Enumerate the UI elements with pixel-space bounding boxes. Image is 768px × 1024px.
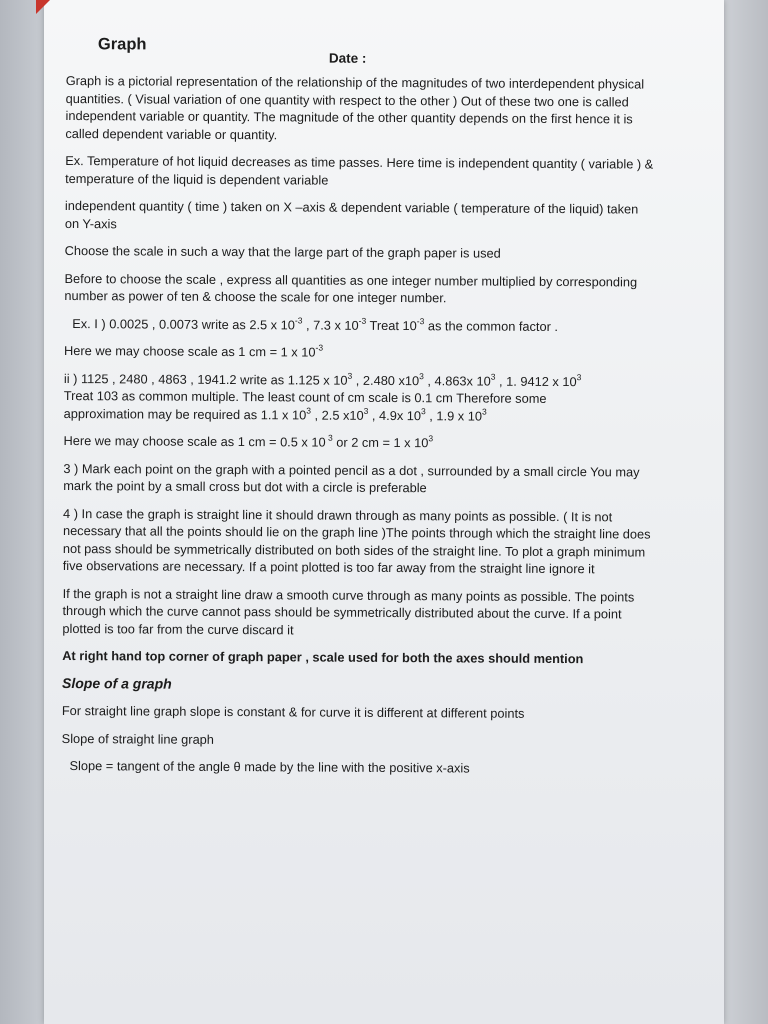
slope-definition-paragraph: Slope = tangent of the angle θ made by the line with the positive x-axis (69, 758, 470, 776)
exponent: 3 (490, 371, 496, 382)
example-two-text: , 2.480 x10 (352, 372, 420, 388)
power-of-ten-paragraph: Before to choose the scale , express all quantities as one integer number multiplied by corresponding number as power of ten & choose the scale for one integer number. (64, 270, 638, 306)
example-one-text: Treat 10 (366, 317, 417, 333)
scale-one-paragraph (64, 342, 654, 363)
example-two-text: Treat 103 as common multiple. The least count of cm scale is 0.1 cm Therefore some (63, 387, 547, 406)
corner-note-paragraph: At right hand top corner of graph paper , scale used for both the axes should mention (62, 647, 584, 667)
page-title: Graph (97, 35, 147, 54)
heading-row (66, 36, 656, 74)
slope-line-paragraph: Slope of straight line graph (61, 730, 215, 747)
document-page (61, 36, 656, 788)
example-two-text: ii ) 1125 , 2480 , 4863 , 1941.2 write as 1.125 x 10 (63, 370, 348, 388)
exponent: 3 (428, 433, 434, 444)
example-two-paragraph (64, 369, 654, 425)
exponent: 3 (306, 404, 312, 416)
axes-paragraph: independent quantity ( time ) taken on X –axis & dependent variable ( temperature of the liquid) taken on Y-axis (64, 197, 639, 231)
example-one-paragraph (64, 314, 654, 335)
background-left (0, 0, 44, 1024)
example-two-text: , 4.863x 10 (423, 372, 491, 389)
exponent: 3 (325, 432, 333, 443)
slope-heading: Slope of a graph (62, 674, 172, 692)
exponent: 3 (421, 405, 426, 416)
exponent: 3 (347, 370, 353, 381)
point-four-paragraph: 4 ) In case the graph is straight line it should drawn through as many points as possible. ( It is not necessary that all the points should lie on the graph line )The points through which the straight line does not pass should be symmetrically distributed on both sides of the straight line. To plot a graph minimum five observations are necessary. If a point plotted is too far away from the straight line ignore it (62, 505, 651, 577)
example-two-text: , 1.9 x 10 (425, 407, 483, 424)
exponent: 3 (481, 406, 487, 417)
date-label: Date : (328, 50, 367, 66)
exponent: 3 (419, 370, 424, 381)
scale-two-paragraph (63, 432, 653, 453)
example-two-text: approximation may be required as 1.1 x 10 (63, 405, 307, 422)
background-right (724, 0, 768, 1024)
scale-one-text: Here we may choose scale as 1 cm = 1 x 10 (64, 342, 316, 360)
scale-choice-paragraph: Choose the scale in such a way that the large part of the graph paper is used (64, 242, 501, 261)
example-one-text: Ex. I ) 0.0025 , 0.0073 write as 2.5 x 10 (72, 315, 295, 332)
curve-paragraph: If the graph is not a straight line draw a smooth curve through as many points as possible. The points through which the curve cannot pass should be symmetrically distributed about the curve. If a point plotted is too far from the curve discard it (62, 585, 635, 637)
exponent: -3 (416, 315, 425, 326)
exponent: -3 (358, 315, 367, 326)
example-one-text: as the common factor . (424, 317, 559, 334)
example-one-text: , 7.3 x 10 (302, 316, 359, 333)
point-three-paragraph: 3 ) Mark each point on the graph with a pointed pencil as a dot , surrounded by a small circle You may mark the point by a small cross but dot with a circle is preferable (63, 460, 640, 496)
exponent: 3 (576, 371, 582, 382)
scale-two-text: Here we may choose scale as 1 cm = 0.5 x 10 (63, 432, 326, 450)
example-two-text: , 4.9x 10 (368, 407, 422, 423)
example-two-text: , 2.5 x10 (310, 407, 364, 423)
exponent: 3 (363, 405, 369, 416)
example-two-text: , 1. 9412 x 10 (495, 373, 577, 389)
exponent: -3 (315, 342, 324, 353)
exponent: -3 (294, 314, 303, 325)
slope-constant-paragraph: For straight line graph slope is constant & for curve it is different at different points (61, 702, 525, 721)
example-paragraph: Ex. Temperature of hot liquid decreases as time passes. Here time is independent quantity ( variable ) & temperature of the liquid is dependent variable (65, 152, 654, 188)
scale-two-text: or 2 cm = 1 x 10 (332, 434, 429, 451)
intro-paragraph: Graph is a pictorial representation of the relationship of the magnitudes of two interdependent physical quantities. ( Visual variation of one quantity with respect to the other ) Out of these two one is called independent variable or quantity. The magnitude of the other quantity depends on the first hence it is called dependent variable or quantity. (65, 72, 645, 142)
